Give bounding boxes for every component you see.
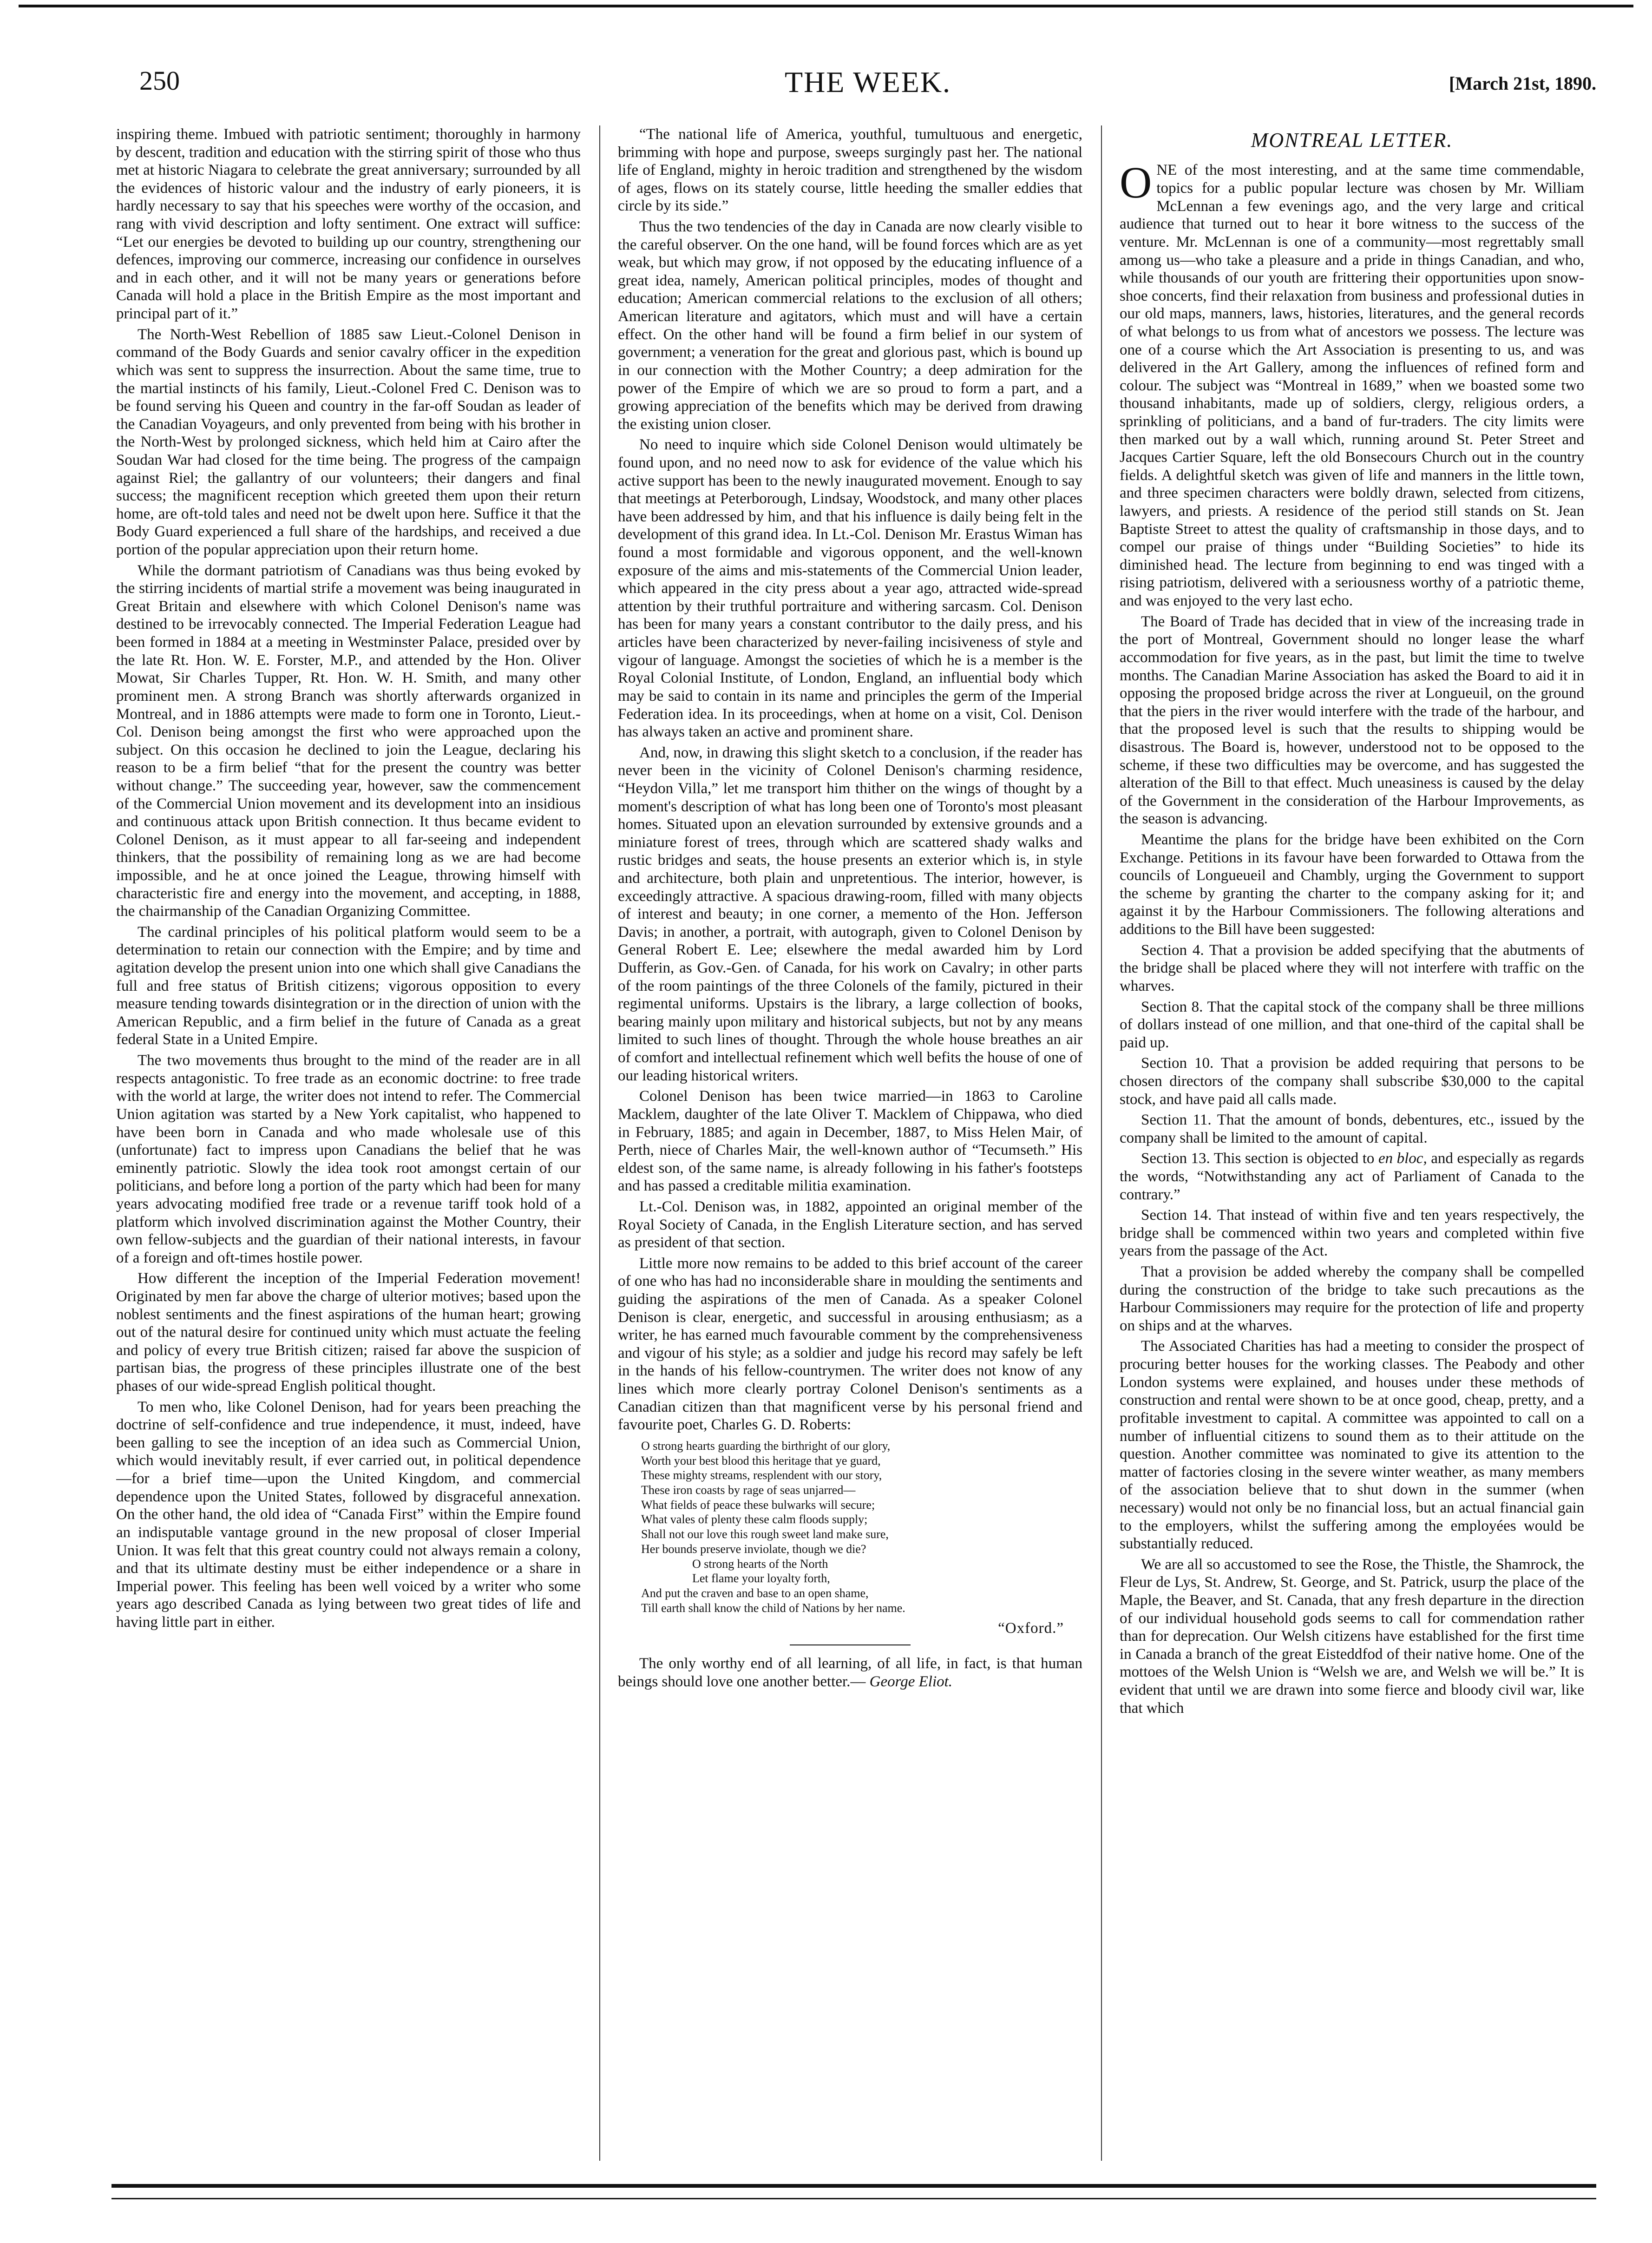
paragraph: Section 8. That the capital stock of the company shall be three millions of dollars instead of one million, and that one-third of the capital shall be paid up. — [1120, 998, 1584, 1051]
quotation-text: The only worthy end of all learning, of all life, in fact, is that human beings should love one another better.— — [618, 1655, 1082, 1690]
top-rule — [19, 5, 1633, 7]
block-quote: “The national life of America, youthful, tumultuous and energetic, brimming with hope and purpose, sweeps surgingly past her. The national life of England, mighty in heroic tradition and strengthened by the wisdom of ages, flows on its stately course, little heeding the smaller eddies that circle by its side.” — [618, 126, 1082, 215]
paragraph: How different the inception of the Imperial Federation movement! Originated by men far above the charge of ulterior motives; based upon the noblest sentiments and the finest aspirations of the human heart; growing out of the natural desire for continued unity which must actuate the feeling and policy of every true British citizen; raised far above the suspicion of partisan bias, the progress of these principles illustrate one of the best phases of our wide-spread English political thought. — [116, 1270, 581, 1395]
paragraph: inspiring theme. Imbued with patriotic sentiment; thoroughly in harmony by descent, tradition and education with the stirring spirit of those who thus met at historic Niagara to celebrate the great anniversary; surrounded by all the evidences of historic valour and the industry of early pioneers, it is hardly necessary to say that his speeches were worthy of the occasion, and rang with vivid description and lofty sentiment. One extract will suffice: “Let our energies be devoted to building up our country, strengthening our defences, improving our commerce, increasing our confidence in ourselves and in each other, and it will not be many years or generations before Canada will hold a place in the British Empire as the most important and principal part of it.” — [116, 126, 581, 322]
poem-line: Worth your best blood this heritage that ye guard, — [641, 1454, 881, 1467]
paragraph: The Associated Charities has had a meeting to consider the prospect of procuring better houses for the working classes. The Peabody and other London systems were explained, and houses under these methods of construction and rental were shown to be at once good, cheap, pretty, and a profitable investment to capital. A committee was appointed to call on a number of influential citizens to sound them as to their attitude on the question. Another committee was nominated to give its attention to the matter of factories closing in the severe winter weather, as many members of the association believe that to shut down in the summer (when necessary) would not only be no financial loss, but an actual financial gain to the employers, whilst the suffering among the employées would be substantially reduced. — [1120, 1338, 1584, 1552]
paragraph: Colonel Denison has been twice married—in 1863 to Caroline Macklem, daughter of the late Oliver T. Macklem of Chippawa, who died in February, 1885; and again in December, 1887, to Miss Helen Mair, of Perth, niece of Charles Mair, the well-known author of “Tecumseth.” His eldest son, of the same name, is already following in his father's footsteps and has passed a creditable militia examination. — [618, 1088, 1082, 1195]
poem-line: O strong hearts guarding the birthright of our glory, — [641, 1439, 891, 1453]
column-left — [116, 125, 581, 2161]
paragraph: To men who, like Colonel Denison, had for years been preaching the doctrine of self-confidence and true independence, it must, indeed, have been galling to see the inception of an idea such as Commercial Union, which would inevitably result, if ever carried out, in political dependence—for a brief time—upon the United Kingdom, and commercial dependence upon the United States, followed by disgraceful annexation. On the other hand, the old idea of “Canada First” within the Empire found an indisputable vantage ground in the new proposal of closer Imperial Union. It was felt that this great country could not always remain a colony, and that its ultimate destiny must be either independence or a share in Imperial power. This feeling has been well voiced by a writer who some years ago described Canada as lying between two great tides of life and having little part in either. — [116, 1398, 581, 1631]
paragraph: Section 14. That instead of within five and ten years respectively, the bridge shall be commenced within two years and completed within five years from the passage of the Act. — [1120, 1207, 1584, 1260]
quotation — [618, 1655, 1082, 1690]
article-columns — [116, 125, 1589, 2161]
paragraph: We are all so accustomed to see the Rose, the Thistle, the Shamrock, the Fleur de Lys, St. Andrew, St. George, and St. Patrick, usurp the place of the Maple, the Beaver, and St. Canada, that any fresh departure in the direction of our individual household gods seems to call for commendation rather than for deprecation. Our Welsh citizens have established for the first time in Canada a branch of the great Eisteddfod of their native home. One of the mottoes of the Welsh Union is “Welsh we are, and Welsh we will be.” It is evident that until we are drawn into some fierce and bloody civil war, like that which — [1120, 1556, 1584, 1717]
poem-line: And put the craven and base to an open shame, — [641, 1586, 869, 1600]
poem-line: What fields of peace these bulwarks will secure; — [641, 1498, 875, 1512]
paragraph: While the dormant patriotism of Canadians was thus being evoked by the stirring incidents of martial strife a movement was being inaugurated in Great Britain and elsewhere with which Colonel Denison's name was destined to be irrevocably connected. The Imperial Federation League had been formed in 1884 at a meeting in Westminster Palace, presided over by the late Rt. Hon. W. E. Forster, M.P., and attended by the Hon. Oliver Mowat, Sir Charles Tupper, Rt. Hon. W. H. Smith, and many other prominent men. A strong Branch was shortly afterwards organized in Montreal, and in 1886 attempts were made to form one in Toronto, Lieut.-Col. Denison being amongst the first who were approached upon the subject. On this occasion he declined to join the League, declaring his reason to be a firm belief “that for the present the country was better without change.” The succeeding year, however, saw the commencement of the Commercial Union movement and its development into an insidious and continuous attack upon British connection. It thus became evident to Colonel Denison, as it must appear to all far-seeing and independent thinkers, that the possibility of remaining long as we are had become impossible, and he at once joined the League, throwing himself with characteristic fire and energy into the movement, and accepting, in 1888, the chairmanship of the Canadian Organizing Committee. — [116, 562, 581, 920]
paragraph-text: NE of the most interesting, and at the same time commendable, topics for a public popular lecture was chosen by Mr. William McLennan a few evenings ago, and the very large and critical audience that turned out to hear it bore witness to the success of the venture. Mr. McLennan is one of a community—most regrettably small among us—who take a pleasure and a pride in things Canadian, and who, while thousands of our youth are frittering their opportunities upon snow-shoe concerts, find their relaxation from business and professional duties in our old maps, manners, laws, histories, literatures, and the general records of what belongs to us from what of ancestors we possess. The lecture was one of a course which the Art Association is presenting to us, and was delivered in the Art Gallery, among the influences of refined form and colour. The subject was “Montreal in 1689,” when we boasted some two thousand inhabitants, made up of soldiers, clergy, religious orders, a sprinkling of politicians, and a band of fur-traders. The city limits were then marked out by a wall which, running around St. Peter Street and Jacques Cartier Square, left the old Bonsecours Church out in the country fields. A delightful sketch was given of life and manners in the little town, and three specimen characters were boldly drawn, selected from citizens, lawyers, and priests. A residence of the period still stands on St. Jean Baptiste Street to attest the quality of craftsmanship in those days, and to compel our praise of things under “Building Societies” to hide its diminished head. The lecture from beginning to end was tinged with a rising patriotism, delivered with a seriousness worthy of a patriotic theme, and was enjoyed to the very last echo. — [1120, 162, 1584, 610]
section-title: MONTREAL LETTER. — [1251, 129, 1453, 151]
poem-line: Shall not our love this rough sweet land make sure, — [641, 1527, 889, 1541]
paragraph: The cardinal principles of his political platform would seem to be a determination to retain our connection with the Empire; and by time and agitation develop the present union into one which shall give Canadians the full and free status of British citizens; vigorous opposition to every measure tending towards disintegration or in the direction of union with the American Republic, and a firm belief in the future of Canada as a great federal State in a United Empire. — [116, 923, 581, 1048]
page-header — [139, 65, 1596, 116]
paragraph: Section 4. That a provision be added specifying that the abutments of the bridge shall be placed where they will not interfere with traffic on the wharves. — [1120, 941, 1584, 994]
divider — [790, 1644, 911, 1645]
paragraph: No need to inquire which side Colonel Denison would ultimately be found upon, and no need now to ask for evidence of the value which his active support has been to the newly inaugurated movement. Enough to say that meetings at Peterborough, Lindsay, Woodstock, and many other places have been addressed by him, and that his influence is daily being felt in the development of this grand idea. In Lt.-Col. Denison Mr. Erastus Wiman has found a most formidable and vigorous opponent, and the well-known exposure of the aims and mis-statements of the Commercial Union leader, which appeared in the city press about a year ago, attracted wide-spread attention by their truthful portraiture and withering sarcasm. Col. Denison has been for many years a constant contributor to the daily press, and his articles have been characterized by never-failing incisiveness of style and vigour of language. Amongst the societies of which he is a member is the Royal Colonial Institute, of London, England, an influential body which may be said to contain in its name and principles the germ of the Imperial Federation idea. In its proceedings, when at home on a visit, Col. Denison has always taken an active and prominent share. — [618, 436, 1082, 741]
column-right — [1120, 125, 1584, 2161]
poem-line: These mighty streams, resplendent with our story, — [641, 1468, 882, 1482]
paragraph-text: Section 13. This section is objected to — [1141, 1150, 1375, 1167]
issue-date: [March 21st, 1890. — [1449, 73, 1596, 94]
poem-line: Her bounds preserve inviolate, though we die? — [641, 1542, 866, 1556]
paragraph: That a provision be added whereby the company shall be compelled during the construction of the bridge to take such precautions as the Harbour Commissioners may require for the protection of life and property on ships and at the wharves. — [1120, 1263, 1584, 1334]
paragraph-text: and especially as regards the words, “Notwithstanding any act of Parliament of Canada to the contrary.” — [1120, 1150, 1584, 1203]
signature: “Oxford.” — [998, 1619, 1064, 1637]
paragraph: And, now, in drawing this slight sketch to a conclusion, if the reader has never been in the vicinity of Colonel Denison's charming residence, “Heydon Villa,” let me transport him thither on the wings of thought by a moment's description of what has long been one of Toronto's most pleasant homes. Situated upon an elevation surrounded by extensive grounds and a miniature forest of trees, through which are scattered shady walks and rustic bridges and seats, the house presents an exterior which is, in style and architecture, both plain and unpretentious. The interior, however, is exceedingly attractive. A spacious drawing-room, filled with many objects of interest and beauty; in one corner, a memento of the Hon. Jefferson Davis; in another, a portrait, with autograph, given to Colonel Denison by General Robert E. Lee; elsewhere the medal awarded him by Lord Dufferin, as Gov.-Gen. of Canada, for his work on Cavalry; in other parts of the room paintings of the three Colonels of the family, pictured in their regimental uniforms. Upstairs is the library, a large collection of books, bearing mainly upon military and historical subjects, but not by any means limited to such lines of thought. Through the whole house breathes an air of comfort and intellectual refinement which well befits the house of one of our leading historical writers. — [618, 744, 1082, 1084]
poem-line: Let flame your loyalty forth, — [692, 1572, 830, 1585]
column-middle — [618, 125, 1082, 2161]
poem-line: O strong hearts of the North — [692, 1557, 828, 1571]
page-number: 250 — [139, 66, 180, 96]
drop-cap: O — [1120, 158, 1152, 208]
poem — [641, 1439, 1082, 1616]
paragraph: Section 10. That a provision be added requiring that persons to be chosen directors of the company shall subscribe $30,000 to the capital stock, and have paid all calls made. — [1120, 1055, 1584, 1108]
paragraph: Little more now remains to be added to this brief account of the career of one who has had no inconsiderable share in moulding the sentiments and guiding the aspirations of the men of Canada. As a speaker Colonel Denison is clear, energetic, and successful in arousing enthusiasm; as a writer, he has earned much favourable comment by the comprehensiveness and vigour of his style; as a soldier and judge his record may safely be left in the hands of his fellow-countrymen. The writer does not know of any lines which more clearly portray Colonel Denison's sentiments as a Canadian citizen than that magnificent verse by his personal friend and favourite poet, Charles G. D. Roberts: — [618, 1255, 1082, 1434]
paragraph: Lt.-Col. Denison was, in 1882, appointed an original member of the Royal Society of Canada, in the English Literature section, and has served as president of that section. — [618, 1198, 1082, 1251]
paragraph: The two movements thus brought to the mind of the reader are in all respects antagonistic. To free trade as an economic doctrine: to free trade with the world at large, the writer does not intend to refer. The Commercial Union agitation was started by a New York capitalist, who happened to have been born in Canada and who made wholesale use of this (unfortunate) fact to impress upon Canadians the belief that he was eminently patriotic. Slowly the idea took root amongst certain of our politicians, and before long a portion of the party which had been for many years advocating modified free trade or a revenue tariff took hold of a platform which involved discrimination against the Mother Country, their own fellow-subjects and the guardian of their national interests, in favour of a foreign and oft-times hostile power. — [116, 1052, 581, 1266]
quotation-author: George Eliot. — [869, 1673, 953, 1690]
paragraph — [1120, 158, 1584, 610]
paragraph: The Board of Trade has decided that in view of the increasing trade in the port of Montreal, Government should no longer lease the wharf accommodation for five years, as in the past, but limit the time to twelve months. The Canadian Marine Association has asked the Board to aid it in opposing the proposed bridge across the river at Longueuil, on the ground that the piers in the river would interfere with the trade of the harbour, and that the proposed level is such that the results to shipping would be disastrous. The Board is, however, understood not to be opposed to the scheme, if these two difficulties may be overcome, and has suggested the alteration of the Bill to that effect. Much uneasiness is caused by the delay of the Government in the consideration of the Harbour Improvements, as the season is advancing. — [1120, 613, 1584, 828]
paragraph-emphasis: en bloc, — [1378, 1150, 1427, 1167]
poem-line: Till earth shall know the child of Nations by her name. — [641, 1601, 905, 1615]
paragraph: Meantime the plans for the bridge have been exhibited on the Corn Exchange. Petitions in its favour have been forwarded to Ottawa from the councils of Longueueil and Chambly, urging the Government to support the scheme by granting the charter to the company asking for it; and against it by the Harbour Commissioners. The following alterations and additions to the Bill have been suggested: — [1120, 831, 1584, 938]
bottom-rule-thin — [111, 2198, 1596, 2199]
paragraph — [1120, 1150, 1584, 1204]
paragraph: Section 11. That the amount of bonds, debentures, etc., issued by the company shall be limited to the amount of capital. — [1120, 1112, 1584, 1146]
paragraph: Thus the two tendencies of the day in Canada are now clearly visible to the careful observer. On the one hand, will be found forces which are as yet weak, but which may grow, if not opposed by the educating influence of a great idea, namely, American political principles, modes of thought and education; American commercial relations to the exclusion of all others; American literature and agitators, which must and will have a certain effect. On the other hand will be found a firm belief in our system of government; a veneration for the great and glorious past, which is bound up in our connection with the Mother Country; a deep admiration for the power of the Empire of which we are so proud to form a part, and a growing appreciation of the benefits which may be derived from drawing the existing union closer. — [618, 218, 1082, 433]
poem-line: What vales of plenty these calm floods supply; — [641, 1513, 868, 1526]
bottom-rule — [111, 2184, 1596, 2188]
masthead: THE WEEK. — [784, 66, 951, 99]
paragraph: The North-West Rebellion of 1885 saw Lieut.-Colonel Denison in command of the Body Guards and senior cavalry officer in the expedition which was sent to suppress the insurrection. About the same time, true to the martial instincts of his family, Lieut.-Colonel Fred C. Denison was to be found serving his Queen and country in the far-off Soudan as leader of the Canadian Voyageurs, and only prevented from being with his brother in the North-West by prolonged sickness, which held him at Cairo after the Soudan War had closed for the time being. The progress of the campaign against Riel; the gallantry of our volunteers; their dangers and final success; the magnificent reception which greeted them upon their return home, are oft-told tales and need not be dwelt upon here. Suffice it that the Body Guard experienced a full share of the hardships, and received a due portion of the popular appreciation upon their return home. — [116, 326, 581, 559]
poem-line: These iron coasts by rage of seas unjarred— — [641, 1483, 856, 1497]
